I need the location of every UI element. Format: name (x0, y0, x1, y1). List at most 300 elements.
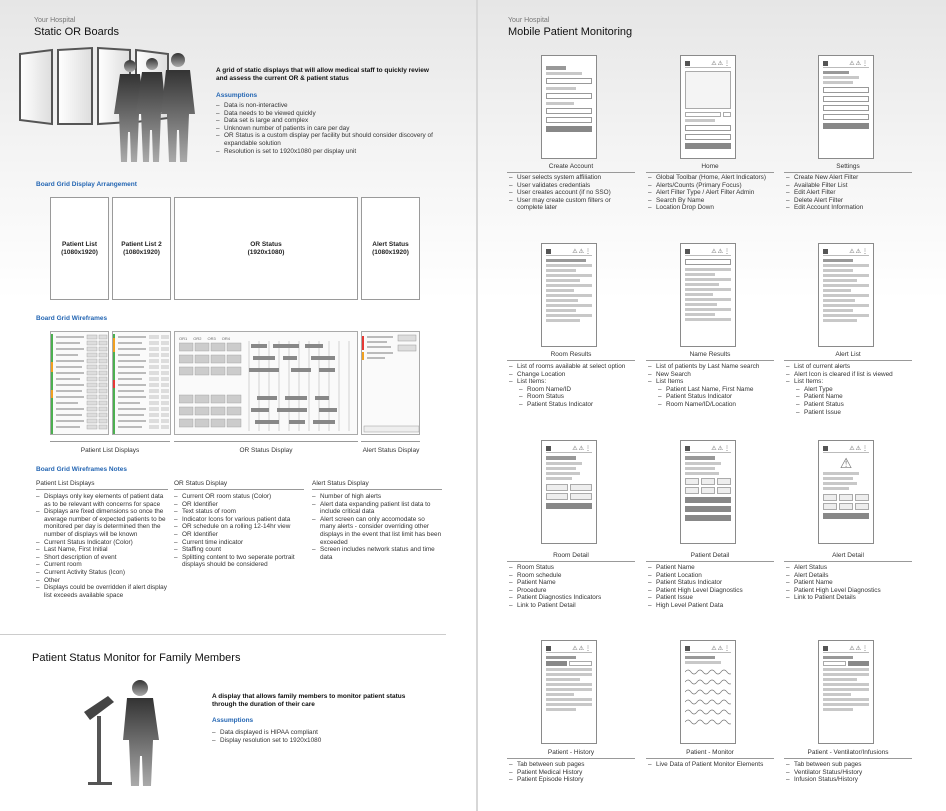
wf-button (685, 497, 731, 503)
wf-line (823, 259, 853, 262)
grid-box-res: (1080x1920) (61, 248, 98, 256)
family-assumption-item: – Data displayed is HIPAA compliant (212, 729, 412, 737)
screen-item: – Alert Status (786, 564, 914, 572)
grid-box-name: Patient List (61, 240, 98, 248)
right-kicker: Your Hospital (508, 17, 550, 24)
wf-tab (546, 661, 567, 666)
wf-line (823, 487, 849, 490)
home-icon (823, 61, 828, 66)
phone-patient-detail (680, 440, 736, 544)
note-item: – Current time indicator (174, 539, 304, 547)
wf-filter-row (685, 112, 731, 117)
wf-toolbar (546, 248, 592, 256)
screen-title: Create Account (548, 163, 594, 170)
wf-cell (685, 487, 699, 494)
wf-line (823, 264, 869, 267)
phone-room-detail (541, 440, 597, 544)
or-label: OR1 (179, 336, 188, 341)
wf-cell (717, 487, 731, 494)
screen-item: – Patient High Level Diagnostics (648, 587, 776, 595)
notes-col-rule (312, 489, 442, 490)
wf-line (546, 274, 592, 277)
phone-patient-ventilator (818, 640, 874, 744)
wf-line (685, 288, 731, 291)
screen-rule (784, 561, 912, 562)
wf-line (685, 278, 731, 281)
wf-input (546, 117, 592, 123)
screen-title: Patient - Ventilator/Infusions (807, 749, 889, 756)
alert-icons: ⚠⚠⋮ (572, 646, 592, 652)
wf-input (685, 125, 731, 131)
patient-list-rows (113, 332, 171, 435)
screen-items (648, 761, 776, 769)
screen-rule (507, 360, 635, 361)
wf-line (546, 102, 574, 105)
note-item: – OR Identifier (174, 531, 304, 539)
left-kicker: Your Hospital (34, 17, 76, 24)
notes-col-title: Patient List Displays (36, 480, 95, 487)
wf-cell (685, 478, 699, 485)
wf-cell (701, 478, 715, 485)
grid-box-patient-list-2 (112, 197, 171, 300)
wf-toolbar (685, 60, 731, 68)
screen-subitem: – Room Name/ID/Location (648, 401, 776, 409)
wf-line (546, 703, 592, 706)
wf-line (823, 299, 855, 302)
note-item: – Staffing count (174, 546, 304, 554)
left-intro: A grid of static displays that will allow medical staff to quickly review and assess the current OR & patient status (216, 67, 429, 82)
wf-button (546, 126, 592, 132)
screen-item: – Patient Issue (648, 594, 776, 602)
wf-line (685, 656, 715, 659)
screen-items (509, 363, 637, 409)
note-item: – Displays only key elements of patient data as to be relevant with concerns for space (36, 493, 168, 508)
wf-cell (839, 494, 853, 501)
note-item: – Text status of room (174, 508, 304, 516)
wf-line (823, 477, 853, 480)
screen-items (786, 564, 914, 602)
notes-list (36, 493, 168, 599)
wf-tab (823, 661, 846, 666)
wf-line (823, 81, 853, 84)
notes-heading: Board Grid Wireframes Notes (36, 466, 127, 473)
note-item: – Short description of event (36, 554, 168, 562)
phone-name-results (680, 243, 736, 347)
grid-box-name: Patient List 2 (121, 240, 162, 248)
home-icon (823, 249, 828, 254)
wf-line (685, 313, 715, 316)
wf-line (823, 309, 853, 312)
wf-line (546, 269, 576, 272)
screen-item: – Create New Alert Filter (786, 174, 914, 182)
wf-line (546, 688, 592, 691)
notes-list (174, 493, 304, 569)
wf-line (546, 289, 574, 292)
wf-line (546, 319, 580, 322)
alert-icons: ⚠⚠⋮ (711, 646, 731, 652)
wf-line (685, 472, 719, 475)
screen-subitem: – Patient Status (786, 401, 914, 409)
screen-item: – Edit Alert Filter (786, 189, 914, 197)
waveform-icon (685, 666, 731, 728)
right-title: Mobile Patient Monitoring (508, 26, 633, 38)
left-title: Static OR Boards (34, 26, 119, 38)
screen-subitem: – Patient Name (786, 393, 914, 401)
phone-create-account (541, 55, 597, 159)
note-item: – Current Status Indicator (Color) (36, 539, 168, 547)
assumption-item: – Resolution is set to 1920x1080 per display unit (216, 148, 438, 156)
screen-rule (784, 360, 912, 361)
screen-item: – Edit Account Information (786, 204, 914, 212)
screen-item: – Procedure (509, 587, 637, 595)
wf-grid (685, 478, 731, 494)
grid-box-name: Alert Status (372, 240, 409, 248)
wf-input (685, 259, 731, 265)
notes-col-title: OR Status Display (174, 480, 228, 487)
screen-items (509, 761, 637, 784)
wf-cell (855, 494, 869, 501)
notes-col-rule (174, 489, 304, 490)
phone-settings (818, 55, 874, 159)
family-assumptions-list (212, 729, 412, 744)
wf-toolbar (823, 445, 869, 453)
screen-items (648, 363, 776, 409)
screen-title: Alert List (835, 351, 861, 358)
wf-line (546, 314, 592, 317)
screen-item: – Patient Status Indicator (648, 579, 776, 587)
wf-line (823, 693, 851, 696)
or-label: OR3 (207, 336, 216, 341)
screen-item: – Room Status (509, 564, 637, 572)
screen-items (509, 564, 637, 610)
or-label: OR4 (221, 336, 230, 341)
wf-line (546, 656, 576, 659)
wf-cell (855, 503, 869, 510)
note-item: – Current room (36, 561, 168, 569)
wf-line (546, 294, 592, 297)
wf-cell (685, 112, 721, 117)
or-boards-photo (18, 44, 208, 164)
wf-line (685, 268, 731, 271)
screen-rule (507, 561, 635, 562)
wf-line (546, 693, 574, 696)
wf-toolbar (685, 645, 731, 653)
wf-input (823, 114, 869, 120)
wf-cell (570, 484, 592, 491)
screen-item: – Patient Name (509, 579, 637, 587)
wf-line (823, 698, 869, 701)
grid-box-res: (1920x1080) (247, 248, 285, 256)
wf-line (823, 472, 859, 475)
wf-tabs (823, 661, 869, 666)
alert-icons: ⚠⚠⋮ (572, 446, 592, 452)
screen-item: – Tab between sub pages (786, 761, 914, 769)
wf-toolbar (823, 60, 869, 68)
or-boards-illustration (18, 44, 208, 164)
assumptions-list (216, 102, 438, 155)
wf-line (823, 289, 851, 292)
home-icon (823, 446, 828, 451)
screen-item: – List of current alerts (786, 363, 914, 371)
wf-line (823, 482, 857, 485)
screen-item: – Patient Diagnostics Indicators (509, 594, 637, 602)
screen-subitem: – Patient Issue (786, 409, 914, 417)
wf-toolbar (546, 445, 592, 453)
wf-toolbar (685, 248, 731, 256)
wf-line (823, 274, 869, 277)
note-item: – Screen includes network status and time data (312, 546, 442, 561)
screen-item: – User selects system affiliation (509, 174, 637, 182)
wf-input (823, 87, 869, 93)
warning-icon: ⚠ (839, 455, 853, 471)
screen-item: – User creates account (if no SSO) (509, 189, 637, 197)
wf-line (546, 467, 576, 470)
screen-items (786, 363, 914, 416)
screen-item: – Link to Patient Details (786, 594, 914, 602)
screen-rule (784, 758, 912, 759)
screen-item: – Ventilator Status/History (786, 769, 914, 777)
alert-icons: ⚠⚠⋮ (572, 249, 592, 255)
assumption-item: – Data is non-interactive (216, 102, 438, 110)
screen-item: – Infusion Status/History (786, 776, 914, 784)
note-item: – Alert screen can only accomodate so many alerts - consider overriding other displays in the event that list limit has been exceeded (312, 516, 442, 546)
wf-cell (823, 494, 837, 501)
screen-item: – Alerts/Counts (Primary Focus) (648, 182, 776, 190)
wf-line (546, 87, 576, 90)
screen-title: Name Results (689, 351, 731, 358)
note-item: – Number of high alerts (312, 493, 442, 501)
patient-list-wireframe-1 (50, 331, 109, 435)
screen-title: Room Results (550, 351, 592, 358)
screen-item: – List of patients by Last Name search (648, 363, 776, 371)
wf-toolbar (823, 645, 869, 653)
wf-cell (546, 484, 568, 491)
wf-line (546, 477, 572, 480)
home-icon (546, 446, 551, 451)
panel-divider (476, 0, 478, 811)
wf-line (685, 298, 731, 301)
assumption-item: – Data set is large and complex (216, 117, 438, 125)
wf-line (685, 462, 721, 465)
screen-item: – Global Toolbar (Home, Alert Indicators) (648, 174, 776, 182)
home-icon (823, 646, 828, 651)
screen-item: – List of rooms available at select option (509, 363, 637, 371)
family-monitor-illustration (80, 676, 180, 790)
wf-line (546, 698, 592, 701)
screen-title: Alert Detail (832, 552, 864, 559)
phone-patient-history (541, 640, 597, 744)
note-item: – Last Name, First Initial (36, 546, 168, 554)
wf-line (546, 299, 578, 302)
wf-cell (546, 493, 568, 500)
screen-items (509, 174, 637, 212)
or-status-wireframe (174, 331, 358, 435)
wf-line (685, 661, 721, 664)
wf-caption-alert-status: Alert Status Display (362, 447, 420, 454)
wf-line (823, 76, 859, 79)
caption-rule-2 (174, 441, 358, 442)
wf-button (823, 123, 869, 129)
wf-line (823, 269, 853, 272)
screen-rule (784, 172, 912, 173)
wf-tabs (546, 661, 592, 666)
screen-item: – Change Location (509, 371, 637, 379)
patient-list-wireframe-2 (112, 331, 171, 435)
home-icon (546, 646, 551, 651)
screen-item: – Delete Alert Filter (786, 197, 914, 205)
notes-col-alert-status (312, 480, 442, 561)
wf-line (823, 314, 869, 317)
wf-cell (839, 503, 853, 510)
wf-input (546, 93, 592, 99)
wf-cell (570, 493, 592, 500)
alert-icons: ⚠⚠⋮ (849, 446, 869, 452)
wf-line (546, 472, 580, 475)
screen-item: – Patient Episode History (509, 776, 637, 784)
wf-line (823, 279, 857, 282)
wf-line (546, 708, 576, 711)
screen-item: – Tab between sub pages (509, 761, 637, 769)
home-icon (685, 61, 690, 66)
wf-grid (546, 484, 592, 500)
wf-input (823, 105, 869, 111)
family-assumptions-heading: Assumptions (212, 717, 254, 724)
wf-line (685, 119, 715, 122)
wf-line (546, 678, 580, 681)
screen-item: – List Items: (509, 378, 637, 386)
screen-rule (507, 172, 635, 173)
note-item: – OR schedule on a rolling 12-14hr view (174, 523, 304, 531)
home-icon (546, 249, 551, 254)
wf-line (546, 72, 582, 75)
wf-button (685, 515, 731, 521)
wf-toolbar (823, 248, 869, 256)
screen-item: – High Level Patient Data (648, 602, 776, 610)
phone-patient-monitor (680, 640, 736, 744)
screen-subitem: – Patient Last Name, First Name (648, 386, 776, 394)
alert-icons: ⚠⚠⋮ (849, 249, 869, 255)
screen-item: – List Items (648, 378, 776, 386)
screen-item: – Search By Name (648, 197, 776, 205)
wf-heading (546, 66, 566, 70)
screen-rule (646, 172, 774, 173)
grid-heading: Board Grid Display Arrangement (36, 181, 137, 188)
or-label: OR2 (193, 336, 202, 341)
or-status-grid (179, 341, 355, 433)
wf-line (685, 318, 731, 321)
screen-item: – Alert Icon is cleared if list is viewed (786, 371, 914, 379)
note-item: – Displays are fixed dimensions so once the average number of expected patients to be monitored per day is determined then the number of displays will be known (36, 508, 168, 538)
wf-toolbar (685, 445, 731, 453)
wf-toolbar (546, 645, 592, 653)
wf-line (546, 462, 582, 465)
wf-line (685, 456, 715, 460)
screen-subitem: – Alert Type (786, 386, 914, 394)
screen-items (786, 761, 914, 784)
screen-title: Home (701, 163, 719, 170)
screen-item: – Patient Location (648, 572, 776, 580)
assumption-item: – Data needs to be viewed quickly (216, 110, 438, 118)
wf-line (823, 284, 869, 287)
wf-cell (723, 112, 731, 117)
assumption-item: – Unknown number of patients in care per day (216, 125, 438, 133)
screen-title: Settings (836, 163, 860, 170)
patient-list-rows (51, 332, 109, 435)
screen-item: – Available Filter List (786, 182, 914, 190)
screen-item: – Patient High Level Diagnostics (786, 587, 914, 595)
assumptions-heading: Assumptions (216, 92, 258, 99)
wf-line (546, 456, 576, 460)
wf-line (546, 309, 576, 312)
screen-title: Patient - History (547, 749, 595, 756)
wf-line (823, 683, 869, 686)
wf-line (823, 678, 857, 681)
alert-icons: ⚠⚠⋮ (711, 61, 731, 67)
wf-tab (569, 661, 592, 666)
wf-line (546, 304, 592, 307)
screen-items (648, 174, 776, 212)
screen-items (648, 564, 776, 610)
phone-alert-list (818, 243, 874, 347)
screen-subitem: – Patient Status Indicator (648, 393, 776, 401)
family-title: Patient Status Monitor for Family Members (32, 652, 241, 664)
note-item: – Current OR room status (Color) (174, 493, 304, 501)
wf-input (823, 96, 869, 102)
wf-caption-patient-list: Patient List Displays (80, 447, 140, 454)
wf-tab (848, 661, 869, 666)
screen-subitem: – Room Name/ID (509, 386, 637, 394)
wf-caption-or-status: OR Status Display (239, 447, 293, 454)
phone-alert-detail (818, 440, 874, 544)
wf-line (823, 703, 869, 706)
wf-grid (823, 494, 869, 510)
screen-title: Patient Detail (690, 552, 730, 559)
wf-cell (701, 487, 715, 494)
grid-box-patient-list (50, 197, 109, 300)
note-item: – Splitting content to two seperate portrait displays should be considered (174, 554, 304, 569)
caption-rule-1 (50, 441, 170, 442)
screen-item: – Location Drop Down (648, 204, 776, 212)
assumption-item: – OR Status is a custom display per facility but should consider discovery of expandable solution (216, 132, 438, 147)
screen-title: Patient - Monitor (686, 749, 734, 756)
phone-home (680, 55, 736, 159)
note-item: – Indicator Icons for various patient data (174, 516, 304, 524)
note-item: – Current Activity Status (Icon) (36, 569, 168, 577)
wf-line (823, 71, 849, 74)
wf-button (823, 513, 869, 519)
wf-cell (823, 503, 837, 510)
phone-room-results (541, 243, 597, 347)
wf-button (685, 143, 731, 149)
note-item: – Alert data expanding patient list data to include critical data (312, 501, 442, 516)
note-item: – Other (36, 577, 168, 585)
wf-alert-panel (685, 71, 731, 109)
screen-rule (507, 758, 635, 759)
note-item: – OR Identifier (174, 501, 304, 509)
wf-input (546, 108, 592, 114)
grid-box-name: OR Status (250, 240, 282, 248)
alert-icons: ⚠⚠⋮ (711, 446, 731, 452)
wf-line (823, 668, 869, 671)
screen-items (786, 174, 914, 212)
alert-icons: ⚠⚠⋮ (849, 646, 869, 652)
notes-col-or-status (174, 480, 304, 569)
alert-status-wireframe (361, 331, 420, 435)
home-icon (685, 249, 690, 254)
section-divider (0, 634, 446, 635)
wf-line (823, 304, 869, 307)
wf-dropdown (685, 134, 731, 140)
